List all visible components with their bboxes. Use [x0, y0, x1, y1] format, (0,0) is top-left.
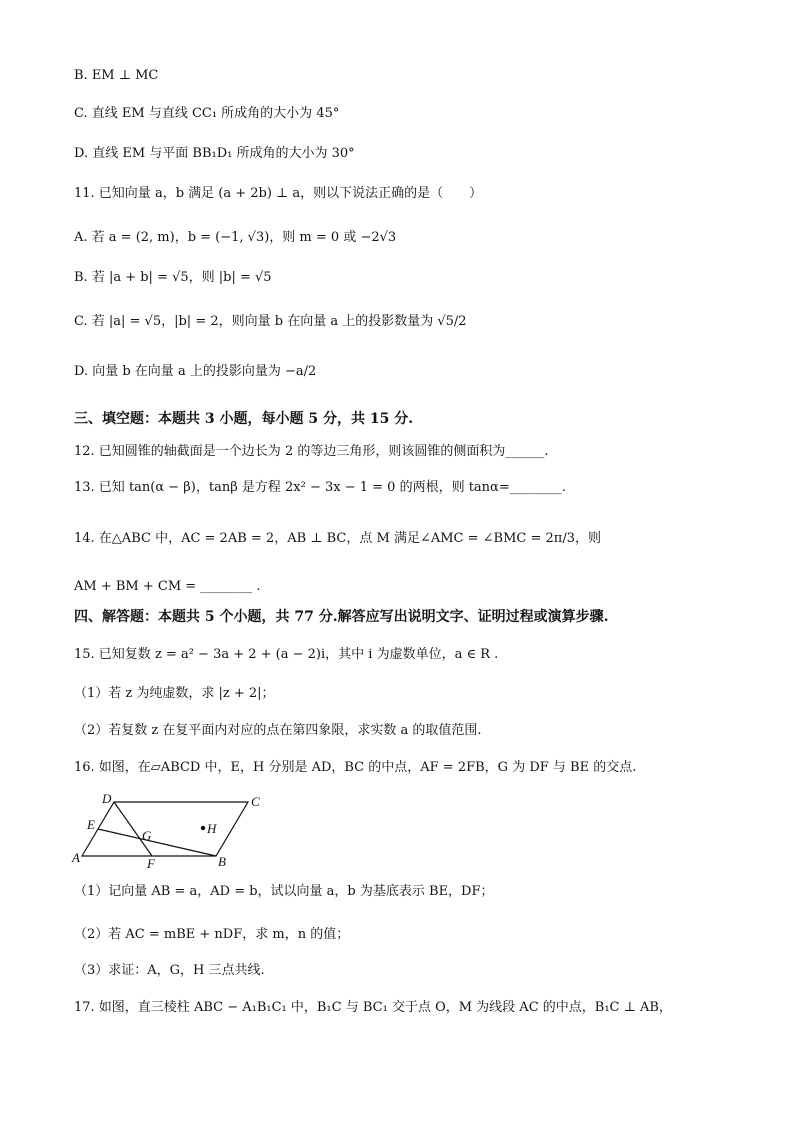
question-16: 16. 如图，在▱ABCD 中，E，H 分别是 AD，BC 的中点，AF = 2FB，G 为 DF 与 BE 的交点.	[74, 760, 637, 775]
option-10-b: B. EM ⊥ MC	[74, 68, 159, 83]
label-g: G	[142, 828, 152, 843]
label-a: A	[72, 850, 80, 865]
label-d: D	[102, 791, 112, 806]
question-17: 17. 如图，直三棱柱 ABC − A₁B₁C₁ 中，B₁C 与 BC₁ 交于点 O，M 为线段 AC 的中点，B₁C ⊥ AB，	[74, 1000, 672, 1015]
label-f: F	[147, 856, 155, 868]
question-16-part-3: （3）求证：A，G，H 三点共线.	[74, 963, 265, 978]
label-c: C	[251, 794, 260, 809]
option-10-d: D. 直线 EM 与平面 BB₁D₁ 所成角的大小为 30°	[74, 146, 355, 161]
point-h	[201, 826, 205, 830]
section-3-heading: 三、填空题：本题共 3 小题，每小题 5 分，共 15 分.	[74, 411, 414, 427]
section-4-heading: 四、解答题：本题共 5 个小题，共 77 分.解答应写出说明文字、证明过程或演算步骤.	[74, 609, 609, 625]
question-13: 13. 已知 tan(α − β)，tanβ 是方程 2x² − 3x − 1 = 0 的两根，则 tanα=________.	[74, 480, 566, 495]
label-b: B	[218, 854, 226, 868]
question-11-option-b: B. 若 |a + b| = √5，则 |b| = √5	[74, 270, 272, 285]
question-14-continued: AM + BM + CM = ________ .	[74, 579, 261, 594]
question-11-option-c: C. 若 |a| = √5，|b| = 2，则向量 b 在向量 a 上的投影数量为 √5/2	[74, 314, 467, 329]
label-e: E	[87, 817, 95, 832]
question-11-option-d: D. 向量 b 在向量 a 上的投影向量为 −a/2	[74, 364, 317, 379]
question-15-part-2: （2）若复数 z 在复平面内对应的点在第四象限，求实数 a 的取值范围.	[74, 723, 482, 738]
question-16-part-1: （1）记向量 AB = a，AD = b，试以向量 a，b 为基底表示 BE，DF；	[74, 884, 494, 899]
question-15: 15. 已知复数 z = a² − 3a + 2 + (a − 2)i，其中 i 为虚数单位，a ∈ R .	[74, 647, 499, 662]
question-16-part-2: （2）若 AC = mBE + nDF，求 m，n 的值；	[74, 927, 350, 942]
label-h: H	[207, 821, 217, 836]
segment-be	[98, 829, 216, 856]
parallelogram-abcd	[82, 802, 248, 856]
question-14: 14. 在△ABC 中，AC = 2AB = 2，AB ⊥ BC，点 M 满足∠AMC = ∠BMC = 2π/3，则	[74, 531, 601, 546]
option-10-c: C. 直线 EM 与直线 CC₁ 所成角的大小为 45°	[74, 106, 340, 121]
question-15-part-1: （1）若 z 为纯虚数，求 |z + 2|；	[74, 686, 275, 701]
question-11-option-a: A. 若 a = (2, m)，b = (−1, √3)，则 m = 0 或 −2√3	[74, 230, 397, 245]
question-11: 11. 已知向量 a，b 满足 (a + 2b) ⊥ a，则以下说法正确的是（ ）	[74, 186, 483, 201]
question-12: 12. 已知圆锥的轴截面是一个边长为 2 的等边三角形，则该圆锥的侧面积为______.	[74, 444, 549, 459]
parallelogram-diagram	[70, 790, 260, 868]
